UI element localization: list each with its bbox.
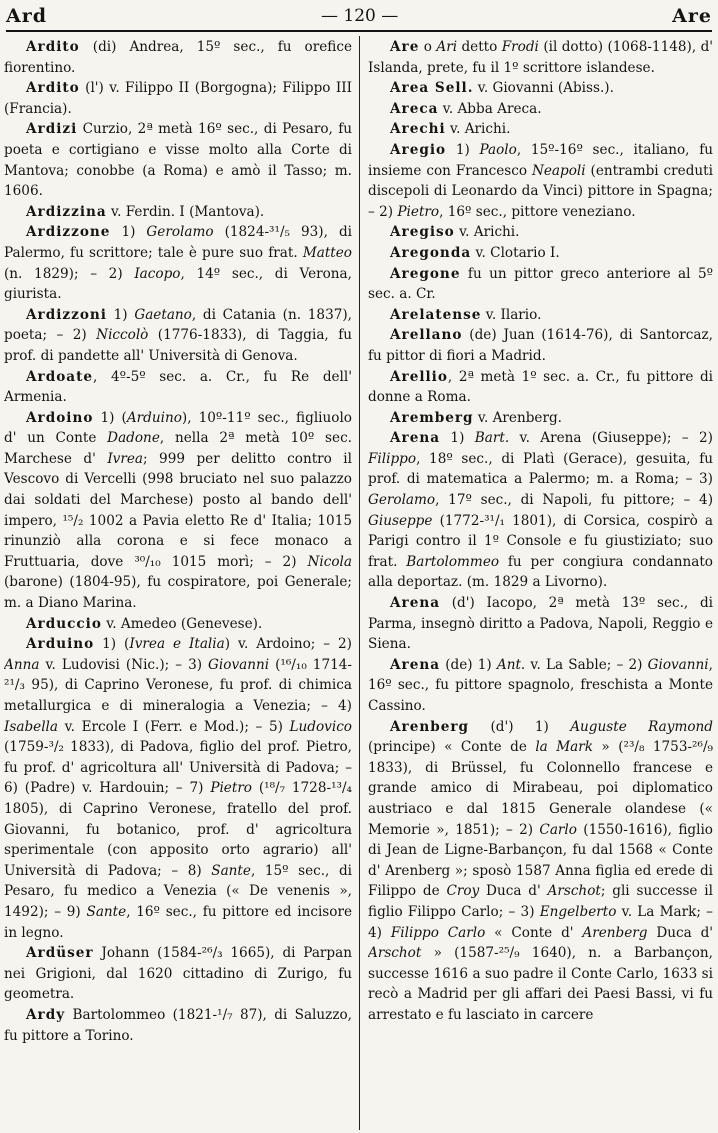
entry-text: (de) Juan (1614-76), di Santorcaz, fu pittor di fiori a Madrid. <box>368 327 713 364</box>
entry-text: 1) Bart. v. Arena (Giuseppe); – 2) Filippo, 18º sec., di Platì (Gerace), gesuita, fu prof. di matematica a Palermo; m. a Roma; – 3) Gerolamo, 17º sec., di Napoli, fu pittore; – 4) Giuseppe (1772-³¹/₁ 1801), di Corsica, cospirò a Parigi contro il 1º Console e fu giustiziato; suo frat. Bartolommeo fu per congiura condannato alla deportaz. (m. 1829 a Livorno). <box>368 430 713 591</box>
entry-text: 1) Gaetano, di Catania (n. 1837), poeta; – 2) Niccolò (1776-1833), di Taggia, fu prof. di pandette all' Università di Genova. <box>4 306 352 364</box>
entry-headword: Arduccio <box>26 615 102 632</box>
entry-text: 1) Paolo, 15º-16º sec., italiano, fu insieme con Francesco Neapoli (entrambi creduti discepoli di Leonardo da Vinci) pittore in Spagna; – 2) Pietro, 16º sec., pittore veneziano. <box>368 141 713 220</box>
dictionary-entry <box>4 367 352 408</box>
entry-text: Bartolommeo (1821-¹/₇ 87), di Saluzzo, fu pittore a Torino. <box>4 1006 352 1044</box>
entry-headword: Ardoate <box>26 368 94 385</box>
entry-headword: Arechi <box>390 121 446 138</box>
dictionary-entry <box>4 943 352 1005</box>
entry-headword: Ardy <box>26 1006 66 1023</box>
entry-headword: Ardizzone <box>26 224 111 241</box>
dictionary-entry <box>4 202 352 223</box>
entry-headword: Ardito <box>26 39 80 55</box>
entry-headword: Arellio <box>390 368 448 385</box>
entry-headword: Aregonda <box>390 244 472 261</box>
dictionary-entry <box>368 222 713 243</box>
dictionary-entry <box>368 367 713 408</box>
entry-text: v. Giovanni (Abiss.). <box>473 80 614 97</box>
entry-text: v. Ilario. <box>481 306 542 323</box>
dictionary-entry <box>368 78 713 99</box>
entry-headword: Are <box>390 39 420 55</box>
entry-headword: Arellano <box>390 327 463 344</box>
page-header <box>6 2 712 32</box>
entry-headword: Arduino <box>26 636 95 653</box>
entry-headword: Arena <box>390 430 441 447</box>
dictionary-entry <box>4 614 352 635</box>
entry-headword: Arenberg <box>390 718 470 735</box>
entry-text: v. Arichi. <box>445 121 511 138</box>
dictionary-entry <box>368 305 713 326</box>
entry-headword: Ardito <box>26 80 80 97</box>
dictionary-entry <box>368 243 713 264</box>
entry-headword: Ardüser <box>26 945 94 962</box>
dictionary-entry <box>4 119 352 201</box>
entry-headword: Aregiso <box>390 224 455 241</box>
right-column <box>368 37 713 1129</box>
entry-headword: Ardizzoni <box>26 306 107 323</box>
column-divider <box>359 36 360 1130</box>
entry-headword: Areca <box>390 100 439 117</box>
dictionary-entry <box>368 119 713 140</box>
entry-headword: Ardizzina <box>26 203 107 220</box>
entry-text: v. Amedeo (Genevese). <box>101 615 263 632</box>
entry-text: , 4º-5º sec. a. Cr., fu Re dell' Armenia. <box>4 368 352 406</box>
entry-text: (d') 1) Auguste Raymond (principe) « Conte de la Mark » (²³/₈ 1753-²⁶/₉ 1833), di Brüssel, fu Colonnello francese e grande amico di Mirabeau, poi diplomatico austriaco e dal 1815 Generale olandese (« Memorie », 1851); – 2) Carlo (1550-1616), figlio di Jean de Ligne-Barbançon, fu dal 1568 « Conte d' Arenberg »; sposò 1587 Anna figlia ed erede di Filippo de Croy Duca d' Arschot; gli successe il figlio Filippo Carlo; – 3) Engelberto v. La Mark; – 4) Filippo Carlo « Conte d' Arenberg Duca d' Arschot » (1587-²⁵/₉ 1640), n. a Barbançon, successe 1616 a suo padre il Conte Carlo, 1633 si recò a Madrid per gli affari dei Paesi Bassi, vi fu arrestato e fu lasciato in carcere <box>368 718 713 1023</box>
entry-headword: Arena <box>390 656 441 673</box>
entry-text: v. Abba Areca. <box>438 100 542 117</box>
dictionary-entry <box>368 99 713 120</box>
dictionary-entry <box>368 140 713 222</box>
entry-headword: Ardoino <box>26 409 94 426</box>
dictionary-entry <box>4 1005 352 1046</box>
entry-headword: Arelatense <box>390 306 482 323</box>
entry-text: Curzio, 2ª metà 16º sec., di Pesaro, fu poeta e cortigiano e visse molto alla Corte di Mantova; conobbe (a Roma) e amò il Tasso; m. 1606. <box>4 121 352 200</box>
entry-text: o Ari detto Frodi (il dotto) (1068-1148), d' Islanda, prete, fu il 1º scrittore islandese. <box>368 39 713 76</box>
entry-headword: Aregone <box>390 265 461 282</box>
page-number: — 120 — <box>320 6 399 26</box>
dictionary-entry <box>368 264 713 305</box>
entry-headword: Area Sell. <box>390 80 474 97</box>
dictionary-entry <box>368 37 713 78</box>
dictionary-entry <box>4 222 352 304</box>
entry-text: v. Arichi. <box>454 224 520 241</box>
entry-text: (de) 1) Ant. v. La Sable; – 2) Giovanni, 16º sec., fu pittore spagnolo, freschista a Monte Cassino. <box>368 656 713 714</box>
entry-text: 1) Gerolamo (1824-³¹/₅ 93), di Palermo, fu scrittore; tale è pure suo frat. Matteo (n. 1829); – 2) Iacopo, 14º sec., di Verona, giurista. <box>4 224 352 303</box>
entry-text: v. Arenberg. <box>473 409 562 426</box>
dictionary-entry <box>368 717 713 1026</box>
dictionary-entry <box>4 78 352 119</box>
entry-text: v. Clotario I. <box>471 244 560 261</box>
header-right-guideword: Are <box>672 5 712 27</box>
entry-text: (di) Andrea, 15º sec., fu orefice fiorentino. <box>4 39 352 76</box>
dictionary-entry <box>4 37 352 78</box>
entry-text: Johann (1584-²⁶/₃ 1665), di Parpan nei Grigioni, dal 1620 cittadino di Zurigo, fu geometra. <box>4 945 352 1003</box>
dictionary-entry <box>368 593 713 655</box>
entry-text: (l') v. Filippo II (Borgogna); Filippo III (Francia). <box>4 80 352 117</box>
entry-text: v. Ferdin. I (Mantova). <box>106 203 265 220</box>
dictionary-entry <box>368 408 713 429</box>
entry-headword: Ardizi <box>26 121 78 138</box>
dictionary-entry <box>368 428 713 593</box>
entry-text: (d') Iacopo, 2ª metà 13º sec., di Parma, insegnò diritto a Padova, Napoli, Reggio e Siena. <box>368 595 713 653</box>
dictionary-entry <box>4 408 352 614</box>
dictionary-entry <box>4 634 352 943</box>
header-left-guideword: Ard <box>6 5 48 27</box>
entry-headword: Aremberg <box>390 409 474 426</box>
dictionary-entry <box>4 305 352 367</box>
entry-text: fu un pittor greco anteriore al 5º sec. a. Cr. <box>368 265 713 303</box>
entry-headword: Arena <box>390 595 441 612</box>
dictionary-entry <box>368 325 713 366</box>
entry-headword: Aregio <box>390 141 447 158</box>
entry-text: 1) (Arduino), 10º-11º sec., figliuolo d' un Conte Dadone, nella 2ª metà 10º sec. Marchese d' Ivrea; 999 per delitto contro il Vescovo di Vercelli (998 bruciato nel suo palazzo dai soldati del Marchese) posto al bando dell' impero, ¹⁵/₂ 1002 a Pavia eletto Re d' Italia; 1015 rinunziò alla corona e si fece monaco a Fruttuaria, dove ³⁰/₁₀ 1015 morì; – 2) Nicola (barone) (1804-95), fu cospiratore, poi Generale; m. a Diano Marina. <box>4 409 352 612</box>
entry-text: 1) (Ivrea e Italia) v. Ardoino; – 2) Anna v. Ludovisi (Nic.); – 3) Giovanni (¹⁶/₁₀ 1714-²¹/₃ 95), di Caprino Veronese, fu prof. di chimica metallurgica e di mineralogia a Venezia; – 4) Isabella v. Ercole I (Ferr. e Mod.); – 5) Ludovico (1759-³/₂ 1833), di Padova, figlio del prof. Pietro, fu prof. d' agricoltura all' Università di Padova; – 6) (Padre) v. Hardouin; – 7) Pietro (¹⁸/₇ 1728-¹³/₄ 1805), di Caprino Veronese, fratello del prof. Giovanni, fu botanico, prof. d' agricoltura sperimentale (con apposito orto agrario) all' Università di Padova; – 8) Sante, 15º sec., di Pesaro, fu medico a Venezia (« De venenis », 1492); – 9) Sante, 16º sec., fu pittore ed incisore in legno. <box>4 636 352 941</box>
dictionary-entry <box>368 655 713 717</box>
entry-text: , 2ª metà 1º sec. a. Cr., fu pittore di donne a Roma. <box>368 368 713 406</box>
left-column <box>4 37 352 1129</box>
